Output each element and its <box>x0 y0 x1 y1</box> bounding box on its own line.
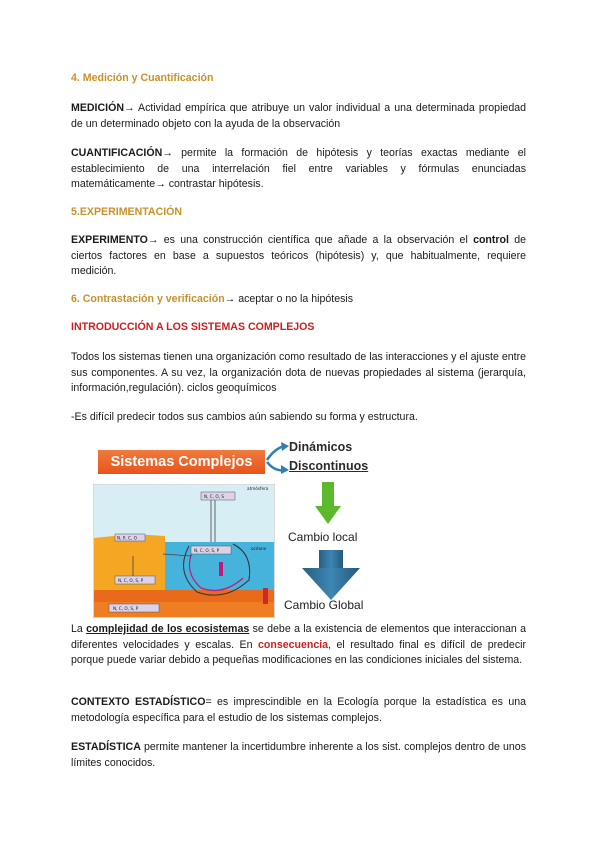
consecuencia-word: consecuencia <box>257 638 329 651</box>
cuantificacion-text: → permite la formación de hipótesis y teorías exactas mediante el establecimiento de una interrelación fiel entre variables y fórmulas enunciadas matemáticamente→ contrastar hipótesis. <box>71 147 526 191</box>
biogeochemical-cycle-diagram <box>93 484 275 618</box>
discontinuos-label: Discontinuos <box>289 459 369 473</box>
intro-heading: INTRODUCCIÓN A LOS SISTEMAS COMPLEJOS <box>71 321 315 333</box>
experimento-term: EXPERIMENTO <box>71 234 148 246</box>
medicion-term: MEDICIÓN <box>71 102 124 114</box>
contexto-paragraph <box>71 695 526 726</box>
box-left-label: N, C, O, S, P <box>118 578 144 583</box>
branch-arrows-icon <box>265 440 291 480</box>
section-6-text: → aceptar o no la hipótesis <box>224 293 354 305</box>
sistemas-complejos-figure <box>93 440 493 618</box>
cambio-global-label: Cambio Global <box>284 598 364 612</box>
complejidad-text-b: se debe a la existencia de elementos que interaccionan a diferentes velocidades y escalas. En <box>71 623 526 651</box>
intro-paragraph-1: Todos los sistemas tienen una organización como resultado de las interacciones y el ajuste entre sus componentes. A su vez, la organización dota de nuevas propiedades al sistema (jerarquía, información,regulación). ciclos geoquímicos <box>71 351 526 395</box>
complejidad-text-c: , el resultado final es difícil de predecir porque puede variar debido a pequeñas modificaciones en las condiciones iniciales del sistema. <box>71 638 526 667</box>
sistemas-complejos-banner: Sistemas Complejos <box>98 450 265 474</box>
section-6-line <box>71 292 526 308</box>
experimento-text-b: de ciertos factores en base a supuestos teóricos (hipótesis) y, que habitualmente, requiere medición. <box>71 234 527 278</box>
medicion-paragraph <box>71 101 526 132</box>
box-top-label: N, C, O, S <box>204 494 224 499</box>
medicion-text: → Actividad empírica que atribuye un valor individual a una determinada propiedad de un determinado objeto con la ayuda de la observación <box>71 102 526 130</box>
cambio-local-label: Cambio local <box>288 530 358 544</box>
box-mid-label: N, C, O, S, P <box>194 548 220 553</box>
atmosfera-label: atmósfera <box>247 486 269 491</box>
intro-paragraph-2: -Es difícil predecir todos sus cambios aún sabiendo su forma y estructura. <box>71 411 418 423</box>
box-left-top-label: N, P, C, O <box>117 535 137 541</box>
oceano-label: océano <box>251 546 267 551</box>
control-word: control <box>473 234 509 246</box>
blue-down-arrow-icon <box>300 550 362 602</box>
section-6-heading: 6. Contrastación y verificación <box>71 293 225 305</box>
estadistica-text: permite mantener la incertidumbre inherente a los sist. complejos dentro de unos límites conocidos. <box>71 741 526 769</box>
contexto-term: CONTEXTO ESTADÍSTICO <box>71 696 206 708</box>
complejidad-link: complejidad de los ecosistemas <box>86 623 250 635</box>
dinamicos-label: Dinámicos <box>289 440 353 454</box>
section-4-heading: 4. Medición y Cuantificación <box>71 72 214 84</box>
experimento-text-a: → es una construcción científica que añade a la observación el <box>147 234 474 246</box>
complejidad-text-a: La <box>71 623 87 635</box>
experimento-paragraph <box>71 233 526 280</box>
complejidad-paragraph <box>71 622 526 669</box>
contexto-text: = es imprescindible en la Ecología porque la estadística es una metodología específica para el estudio de los sistemas complejos. <box>71 696 526 724</box>
cuantificacion-paragraph <box>71 146 526 193</box>
estadistica-paragraph <box>71 740 526 771</box>
section-5-heading: 5.EXPERIMENTACIÓN <box>71 206 183 218</box>
cuantificacion-term: CUANTIFICACIÓN <box>71 147 163 159</box>
green-down-arrow-icon <box>313 482 343 526</box>
estadistica-term: ESTADÍSTICA <box>71 741 141 753</box>
box-bottom-label: N, C, O, S, P <box>113 606 139 611</box>
